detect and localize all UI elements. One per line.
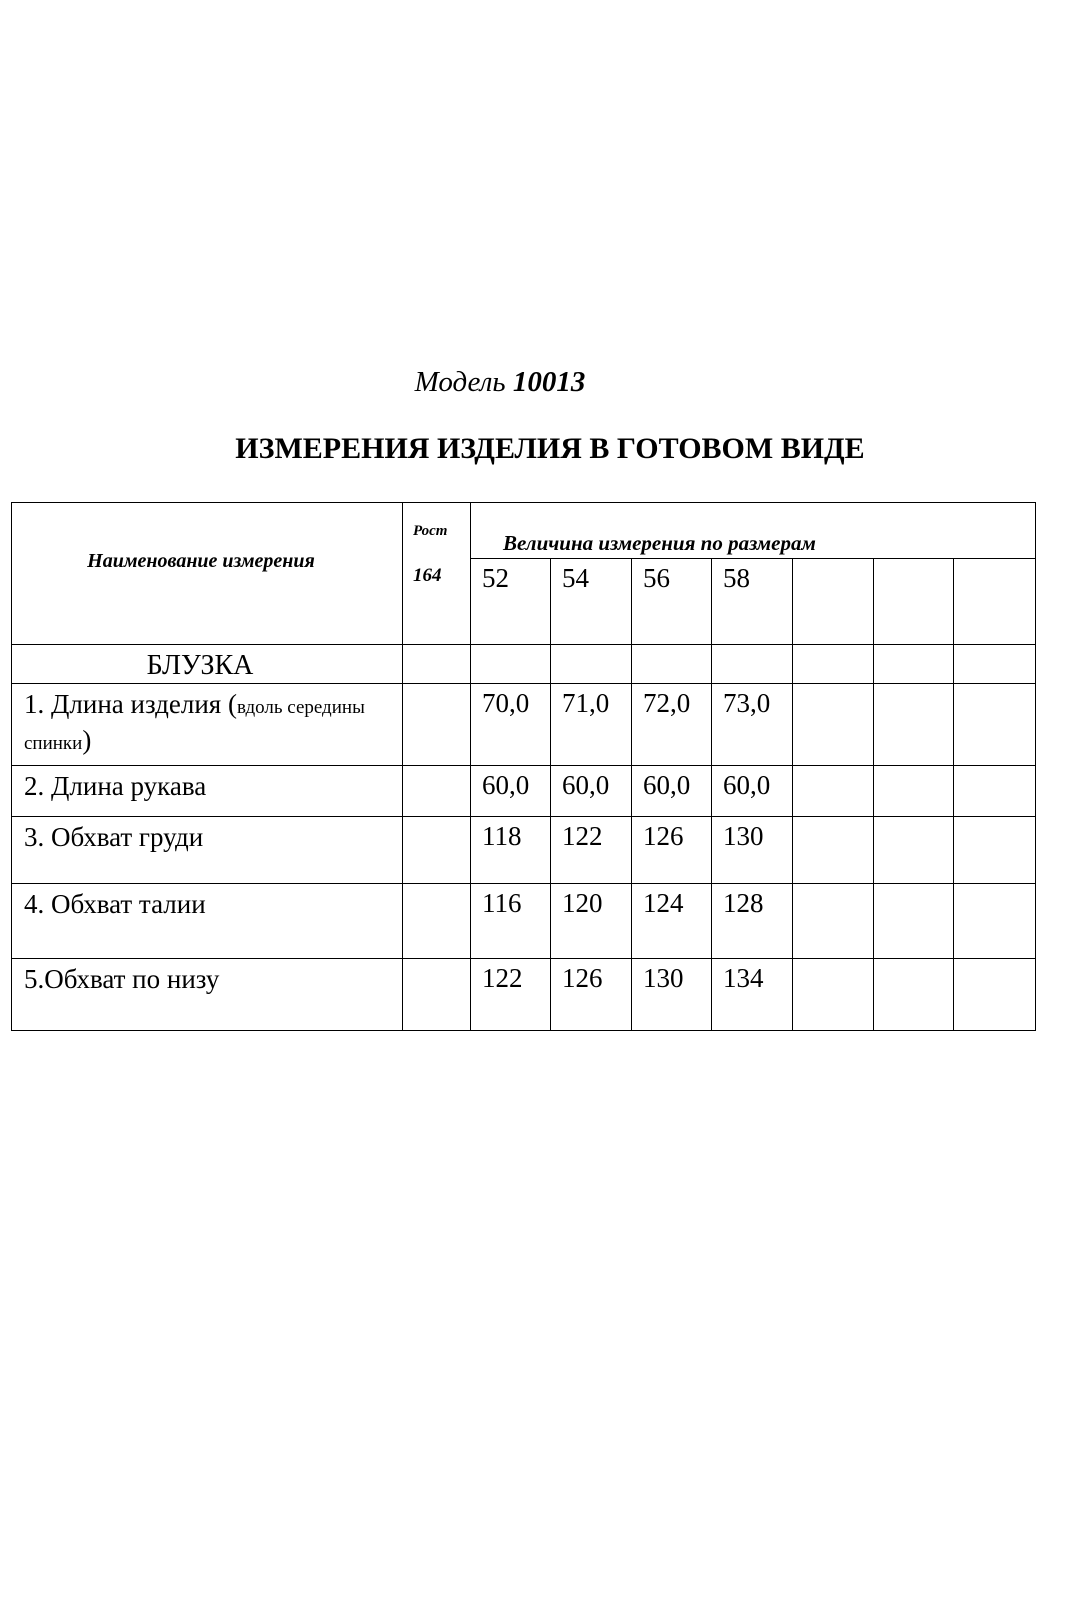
empty-cell xyxy=(874,684,954,766)
value-cell: 72,0 xyxy=(632,684,712,766)
empty-cell xyxy=(954,766,1036,817)
empty-cell xyxy=(874,884,954,959)
model-number: 10013 xyxy=(512,366,586,398)
value-cell: 120 xyxy=(551,884,632,959)
measurement-name: 1. Длина изделия (вдоль середины спинки) xyxy=(12,684,403,766)
value-cell: 124 xyxy=(632,884,712,959)
section-row xyxy=(12,645,1036,684)
growth-cell xyxy=(403,959,471,1031)
empty-cell xyxy=(874,766,954,817)
size-cell: 56 xyxy=(632,559,712,645)
table-header-row xyxy=(12,503,1036,559)
growth-cell xyxy=(403,766,471,817)
table-row xyxy=(12,817,1036,884)
value-cell: 122 xyxy=(551,817,632,884)
value-cell: 134 xyxy=(712,959,793,1031)
table-row xyxy=(12,884,1036,959)
value-cell: 60,0 xyxy=(712,766,793,817)
empty-cell xyxy=(551,645,632,684)
measurements-table xyxy=(11,502,1036,1031)
growth-cell xyxy=(403,884,471,959)
size-cell: 52 xyxy=(471,559,551,645)
empty-cell xyxy=(793,766,874,817)
empty-cell xyxy=(632,645,712,684)
growth-cell xyxy=(403,684,471,766)
empty-cell xyxy=(874,959,954,1031)
table-row xyxy=(12,766,1036,817)
value-cell: 71,0 xyxy=(551,684,632,766)
value-cell: 128 xyxy=(712,884,793,959)
growth-label: Рост xyxy=(413,523,448,539)
model-prefix: Модель xyxy=(414,366,506,398)
empty-cell xyxy=(954,559,1036,645)
value-cell: 130 xyxy=(632,959,712,1031)
empty-cell xyxy=(793,559,874,645)
empty-cell xyxy=(712,645,793,684)
table-row xyxy=(12,959,1036,1031)
growth-header xyxy=(403,503,471,645)
value-cell: 70,0 xyxy=(471,684,551,766)
empty-cell xyxy=(874,559,954,645)
value-cell: 116 xyxy=(471,884,551,959)
section-title: БЛУЗКА xyxy=(12,645,403,684)
value-cell: 126 xyxy=(551,959,632,1031)
measurement-name: 5.Обхват по низу xyxy=(12,959,403,1031)
empty-cell xyxy=(954,684,1036,766)
model-line xyxy=(0,366,1000,399)
value-cell: 73,0 xyxy=(712,684,793,766)
empty-cell xyxy=(954,817,1036,884)
measurement-name: 3. Обхват груди xyxy=(12,817,403,884)
value-cell: 60,0 xyxy=(632,766,712,817)
empty-cell xyxy=(874,645,954,684)
value-cell: 122 xyxy=(471,959,551,1031)
measurement-note: вдоль середины спинки xyxy=(24,697,365,754)
empty-cell xyxy=(954,645,1036,684)
sizes-header: Величина измерения по размерам xyxy=(471,503,1036,559)
measurement-name: 4. Обхват талии xyxy=(12,884,403,959)
empty-cell xyxy=(793,817,874,884)
empty-cell xyxy=(793,884,874,959)
document-title: ИЗМЕРЕНИЯ ИЗДЕЛИЯ В ГОТОВОМ ВИДЕ xyxy=(235,432,865,465)
growth-value: 164 xyxy=(413,565,442,586)
size-cell: 54 xyxy=(551,559,632,645)
value-cell: 60,0 xyxy=(551,766,632,817)
value-cell: 130 xyxy=(712,817,793,884)
empty-cell xyxy=(403,645,471,684)
value-cell: 118 xyxy=(471,817,551,884)
empty-cell xyxy=(471,645,551,684)
empty-cell xyxy=(793,959,874,1031)
empty-cell xyxy=(874,817,954,884)
measurement-name-header: Наименование измерения xyxy=(12,503,403,645)
size-cell: 58 xyxy=(712,559,793,645)
empty-cell xyxy=(793,645,874,684)
growth-cell xyxy=(403,817,471,884)
empty-cell xyxy=(954,959,1036,1031)
empty-cell xyxy=(793,684,874,766)
empty-cell xyxy=(954,884,1036,959)
measurement-name: 2. Длина рукава xyxy=(12,766,403,817)
value-cell: 60,0 xyxy=(471,766,551,817)
value-cell: 126 xyxy=(632,817,712,884)
table-row xyxy=(12,684,1036,766)
